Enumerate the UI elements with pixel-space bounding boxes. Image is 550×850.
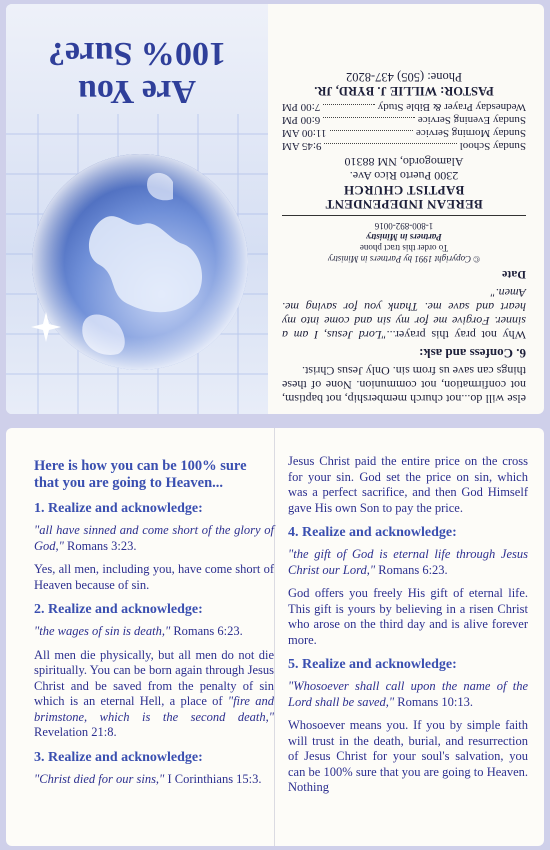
copyright-line: © Copyright 1991 by Partners in Ministry <box>327 254 481 264</box>
schedule-row <box>282 113 526 126</box>
step3-body: Jesus Christ paid the entire price on the cross for your sin. God set the price on sin, which was a perfect sacrifice, and then God Himself gave His own Son to pay the price. <box>288 454 528 515</box>
schedule-label: Wednesday Prayer & Bible Study <box>377 101 526 113</box>
step1-heading: 1. Realize and acknowledge: <box>34 501 203 516</box>
verse-text: "Christ died for our sins," <box>34 771 165 786</box>
schedule-row <box>282 126 526 139</box>
schedule-label: Sunday School <box>459 140 526 152</box>
verse-text: "all have sinned and come short of the glory of God," <box>34 523 274 553</box>
service-schedule <box>282 100 526 152</box>
step2-body <box>34 648 274 741</box>
schedule-time: 9:45 AM <box>282 140 322 152</box>
leader-dots <box>323 104 375 113</box>
verse-text: "Whosoever shall call upon the name of the Lord shall be saved," <box>288 679 528 709</box>
verse-ref: Romans 3:23. <box>63 538 137 553</box>
schedule-time: 7:00 PM <box>282 101 321 113</box>
verse-ref: Romans 6:23. <box>170 624 243 638</box>
step3-heading: 3. Realize and acknowledge: <box>34 749 203 765</box>
tract-inside-panel <box>6 428 544 846</box>
step4-heading: 4. Realize and acknowledge: <box>288 525 457 540</box>
tract-back-rotated <box>6 4 544 414</box>
church-name-line2: BAPTIST CHURCH <box>343 183 465 198</box>
order-phone: 1-800-892-0016 <box>374 221 434 231</box>
schedule-row <box>282 100 526 113</box>
step2-heading: 2. Realize and acknowledge: <box>34 602 203 617</box>
prayer-text: "Lord Jesus, I am a sinner. Forgive me for my sin and come into my heart and save me. Thank you for saving me. Amen." <box>282 286 526 342</box>
church-name-line1: BEREAN INDEPENDENT <box>325 197 483 212</box>
church-phone: Phone: (505) 437-8202 <box>346 70 462 84</box>
step1-body: Yes, all men, including you, have come short of Heaven because of sin. <box>34 562 274 592</box>
inside-left-column <box>34 458 274 795</box>
continuation-text: else will do...not church membership, not baptism, not confirmation, not communion. None of these things can save us from sin. Only Jesus Christ. <box>282 364 526 406</box>
step5-body: Whosoever means you. If you by simple faith will trust in the death, burial, and resurrection of Jesus Christ for your soul's salvation, you can be 100% sure that you are going to Heaven. Nothing <box>288 718 528 794</box>
cover-title-line2: 100% Sure? <box>48 35 226 72</box>
schedule-time: 6:00 PM <box>282 114 321 126</box>
prayer-intro: Why not pray this prayer... <box>386 328 526 342</box>
step5-heading: 5. Realize and acknowledge: <box>288 657 457 672</box>
schedule-label: Sunday Evening Service <box>417 114 526 126</box>
leader-dots <box>324 143 456 152</box>
cover-title-line1: Are You <box>77 73 197 110</box>
step3-verse <box>34 772 274 788</box>
inside-right-column <box>288 454 528 804</box>
step5-verse <box>288 679 528 710</box>
verse-ref: Romans 6:23. <box>375 562 448 577</box>
step2-verse <box>34 624 274 640</box>
church-address2: Alamogordo, NM 88310 <box>344 155 464 169</box>
step6-number: 6. <box>516 346 526 361</box>
inside-heading: Here is how you can be 100% sure that you are going to Heaven... <box>34 458 247 491</box>
publisher-line: Partners in Ministry <box>366 232 442 242</box>
body-text: All men die physically, but all men do not die spiritually. You can be born again through Jesus Christ and be saved from the penalty of sin which is an eternal Hell, a place of <box>34 647 274 708</box>
step6-title: Confess and ask: <box>419 346 513 361</box>
verse-text: "fire and brimstone, which is the second death," <box>34 694 274 724</box>
step6-heading <box>282 346 526 360</box>
schedule-label: Sunday Morning Service <box>416 127 526 139</box>
prayer-paragraph <box>282 286 526 342</box>
verse-ref: I Corinthians 15:3. <box>164 771 262 786</box>
step4-body: God offers you freely His gift of eternal life. This gift is yours by believing in a risen Christ who arose on the third day and is alive forever more. <box>288 586 528 647</box>
leader-dots <box>323 117 415 126</box>
order-line: To order this tract phone <box>359 243 449 253</box>
date-label: Date <box>502 268 526 282</box>
back-text-column <box>282 6 526 406</box>
schedule-time: 11:00 AM <box>282 127 327 139</box>
step1-verse <box>34 523 274 554</box>
divider <box>282 215 526 216</box>
globe-glow <box>32 154 248 370</box>
schedule-row <box>282 139 526 152</box>
pastor-line: PASTOR: WILLIE J. BYRD, JR. <box>314 84 494 98</box>
tract-back-panel <box>6 4 544 414</box>
fold-line <box>274 428 275 846</box>
leader-dots <box>330 130 414 139</box>
verse-ref: Romans 10:13. <box>394 694 473 709</box>
church-address1: 2300 Puerto Rico Ave. <box>349 169 459 183</box>
verse-text: "the gift of God is eternal life through Jesus Christ our Lord," <box>288 547 528 577</box>
step4-verse <box>288 547 528 578</box>
verse-ref: Revelation 21:8. <box>34 725 117 739</box>
verse-text: "the wages of sin is death," <box>34 624 171 638</box>
cover-title <box>6 34 268 110</box>
tract-cover <box>6 4 268 414</box>
